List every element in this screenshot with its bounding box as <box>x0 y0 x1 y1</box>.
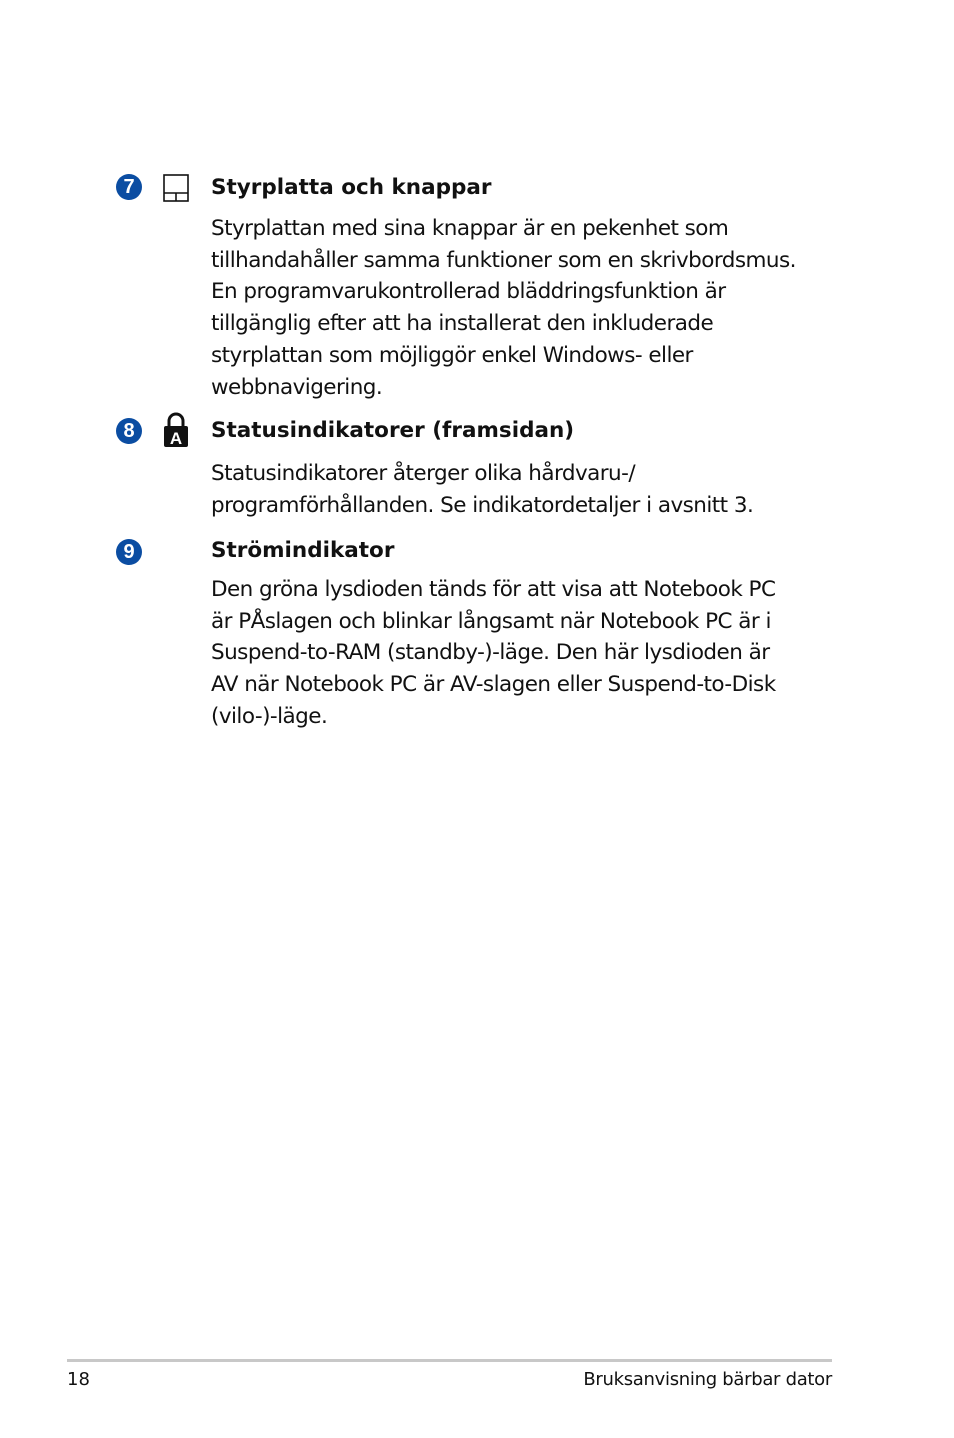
capslock-lock-icon <box>163 412 189 448</box>
body-line: tillhandahåller samma funktioner som en skrivbordsmus. <box>211 247 796 273</box>
section-body <box>211 574 836 733</box>
footer-title: Bruksanvisning bärbar dator <box>583 1369 832 1390</box>
section-body <box>211 213 836 403</box>
body-line: webbnavigering. <box>211 374 383 400</box>
section-title: Strömindikator <box>211 538 395 563</box>
item-number-badge: 9 <box>116 539 142 565</box>
section-title: Styrplatta och knappar <box>211 175 492 200</box>
item-number-badge: 7 <box>116 174 142 200</box>
item-number-badge: 8 <box>116 418 142 444</box>
section-title: Statusindikatorer (framsidan) <box>211 418 575 443</box>
touchpad-icon <box>163 174 189 202</box>
body-line: (vilo-)-läge. <box>211 703 328 729</box>
page-number: 18 <box>67 1369 90 1390</box>
body-line: Suspend-to-RAM (standby-)-läge. Den här lysdioden är <box>211 640 770 666</box>
section-body <box>211 458 836 521</box>
body-line: Den gröna lysdioden tänds för att visa att Notebook PC <box>211 577 776 602</box>
body-line: tillgänglig efter att ha installerat den inkluderade <box>211 311 714 337</box>
footer-divider <box>67 1359 832 1362</box>
body-line: styrplattan som möjliggör enkel Windows- eller <box>211 342 693 368</box>
body-line: Styrplattan med sina knappar är en pekenhet som <box>211 216 729 241</box>
body-line: är PÅslagen och blinkar långsamt när Notebook PC är i <box>211 608 771 634</box>
body-line: Statusindikatorer återger olika hårdvaru-/ <box>211 461 636 486</box>
capslock-letter: A <box>169 429 183 448</box>
body-line: programförhållanden. Se indikatordetaljer i avsnitt 3. <box>211 492 754 518</box>
body-line: En programvarukontrollerad bläddringsfunktion är <box>211 279 726 305</box>
body-line: AV när Notebook PC är AV-slagen eller Suspend-to-Disk <box>211 672 776 698</box>
